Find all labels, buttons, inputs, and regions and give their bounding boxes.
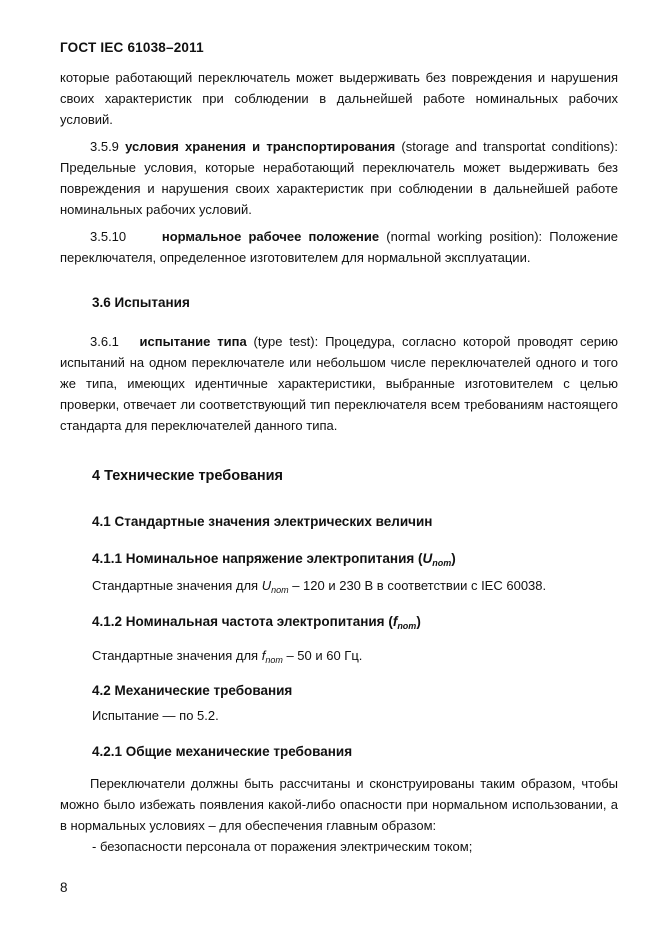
clause-term: нормальное рабочее положение bbox=[161, 229, 380, 244]
symbol-subscript: nom bbox=[397, 621, 417, 631]
symbol: U bbox=[261, 578, 272, 593]
paragraph-continuation: которые работающий переключатель может выдерживать без повреждения и нарушения своих характеристик при соблюдении в дальнейшей работе номинальных рабочих условий. bbox=[60, 70, 618, 127]
text-4-2: Испытание — по 5.2. bbox=[92, 708, 219, 723]
heading-text: 4.1.1 Номинальное напряжение электропитания ( bbox=[92, 551, 423, 566]
symbol-subscript: nom bbox=[432, 558, 452, 568]
body-text: – 120 и 230 В в соответствии с IEC 60038. bbox=[288, 578, 547, 593]
clause-number: 3.6.1 bbox=[90, 334, 119, 349]
section-heading-4: 4 Технические требования bbox=[92, 468, 284, 484]
section-heading-4-1: 4.1 Стандартные значения электрических величин bbox=[92, 514, 433, 529]
symbol: f bbox=[392, 614, 398, 629]
clause-3-5-9 bbox=[60, 136, 618, 220]
document-header: ГОСТ IEC 61038–2011 bbox=[60, 40, 204, 55]
clause-text: (type test): Процедура, согласно которой проводят серию испытаний на одном переключателе или небольшом числе переключателей одного и того же типа, имеющих идентичные характеристики, выбранные изготовителем с целью проверки, отвечает ли соответствующий тип переключателя всем требованиям настоящего стандарта для переключателей данного типа. bbox=[60, 334, 618, 433]
section-heading-3-6: 3.6 Испытания bbox=[92, 295, 190, 310]
symbol: U bbox=[422, 551, 433, 566]
page-number: 8 bbox=[60, 880, 68, 895]
heading-close: ) bbox=[451, 551, 456, 566]
body-text: – 50 и 60 Гц. bbox=[282, 648, 363, 663]
heading-close: ) bbox=[416, 614, 421, 629]
clause-number: 3.5.10 bbox=[90, 229, 127, 244]
body-text: Стандартные значения для bbox=[92, 648, 262, 663]
clause-term: условия хранения и транспортирования bbox=[125, 139, 396, 154]
section-heading-4-1-2 bbox=[92, 614, 421, 631]
section-heading-4-1-1 bbox=[92, 551, 456, 568]
symbol: f bbox=[261, 648, 266, 663]
list-item: - безопасности персонала от поражения электрическим током; bbox=[92, 839, 473, 854]
clause-number: 3.5.9 bbox=[90, 139, 119, 154]
symbol-subscript: nom bbox=[265, 655, 283, 665]
heading-text: 4.1.2 Номинальная частота электропитания ( bbox=[92, 614, 393, 629]
clause-text: (normal working position): Положение переключателя, определенное изготовителем для нормальной эксплуатации. bbox=[60, 229, 619, 265]
clause-term: испытание типа bbox=[139, 334, 247, 349]
text-4-1-1 bbox=[92, 575, 546, 601]
symbol-subscript: nom bbox=[271, 585, 289, 595]
clause-3-6-1 bbox=[60, 331, 618, 436]
body-text: Стандартные значения для bbox=[92, 578, 262, 593]
text-4-1-2 bbox=[92, 645, 362, 671]
clause-text: (storage and transportat conditions): Предельные условия, которые неработающий переключатель может выдерживать без повреждения и нарушения своих характеристик при соблюдении в дальнейшей работе номинальных рабочих условий. bbox=[60, 139, 618, 217]
section-heading-4-2-1: 4.2.1 Общие механические требования bbox=[92, 744, 353, 759]
clause-3-5-10 bbox=[60, 226, 618, 268]
paragraph-4-2-1: Переключатели должны быть рассчитаны и сконструированы таким образом, чтобы можно было избежать появления какой-либо опасности при нормальном использовании, а в нормальных условиях – для обеспечения главным образом: bbox=[60, 776, 618, 833]
section-heading-4-2: 4.2 Механические требования bbox=[92, 683, 293, 698]
